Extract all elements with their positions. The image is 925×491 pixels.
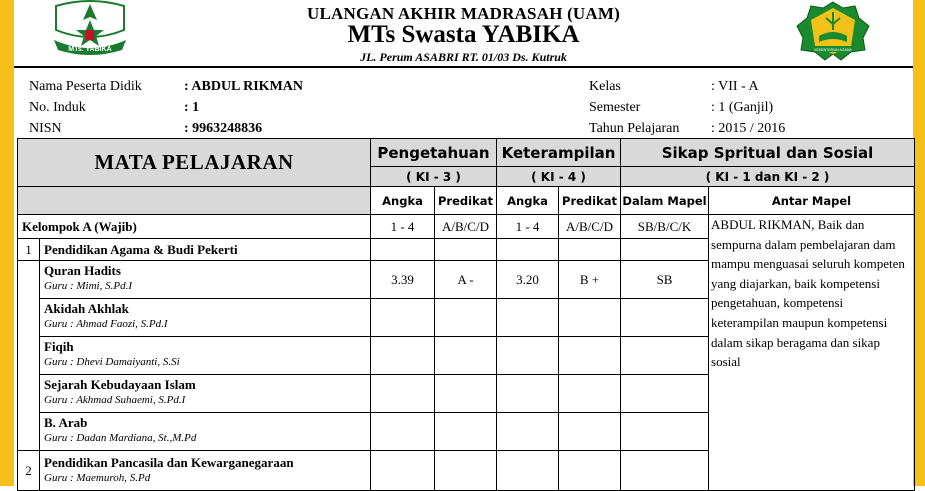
label-kelas: Kelas — [589, 79, 621, 94]
label-nisn: NISN — [29, 121, 62, 136]
ministry-logo-text: KEMENTERIAN AGAMA — [814, 48, 852, 52]
subject-cell — [40, 299, 371, 337]
grades-table — [17, 138, 915, 491]
empty-cell — [435, 239, 497, 261]
pengetahuan-header: Pengetahuan — [371, 139, 497, 167]
label-nama: Nama Peserta Didik — [29, 79, 142, 94]
subject-name: Fiqih — [44, 339, 74, 354]
col-predikat-p: Predikat — [435, 187, 497, 215]
p-angka: 3.39 — [371, 261, 435, 299]
subject-name: Sejarah Kebudayaan Islam — [44, 377, 196, 392]
empty-cell — [371, 337, 435, 375]
value-nama: : ABDUL RIKMAN — [184, 79, 304, 94]
subject-teacher: Guru : Mimi, S.Pd.I — [44, 280, 132, 292]
col-angka-k: Angka — [497, 187, 559, 215]
sikap-value: SB — [621, 261, 709, 299]
empty-cell — [435, 337, 497, 375]
value-nisn: : 9963248836 — [184, 121, 263, 136]
empty-cell — [497, 299, 559, 337]
col-angka-p: Angka — [371, 187, 435, 215]
col-antar-mapel: Antar Mapel — [709, 187, 915, 215]
subject-cell — [40, 451, 371, 491]
left-border-stripe — [0, 0, 14, 486]
range-angka-k: 1 - 4 — [497, 215, 559, 239]
subject-cell — [40, 413, 371, 451]
empty-cell — [371, 375, 435, 413]
empty-cell — [559, 299, 621, 337]
k-predikat: B + — [559, 261, 621, 299]
empty-cell — [621, 375, 709, 413]
empty-cell — [497, 239, 559, 261]
subject-cell — [40, 337, 371, 375]
value-semester: : 1 (Ganjil) — [711, 100, 774, 115]
mapel-header: MATA PELAJARAN — [94, 150, 294, 174]
value-induk: : 1 — [184, 100, 200, 115]
empty-cell — [497, 337, 559, 375]
section-title: Pendidikan Agama & Budi Pekerti — [40, 239, 371, 261]
subject-cell — [40, 375, 371, 413]
school-address: JL. Perum ASABRI RT. 01/03 Ds. Kutruk — [360, 50, 567, 64]
report-header — [14, 0, 913, 68]
range-angka-p: 1 - 4 — [371, 215, 435, 239]
value-kelas: : VII - A — [711, 79, 759, 94]
empty-cell — [435, 299, 497, 337]
k-angka: 3.20 — [497, 261, 559, 299]
empty-cell — [497, 375, 559, 413]
school-logo-text: MTs. YABIKA — [68, 46, 112, 53]
school-name: MTs Swasta YABIKA — [347, 21, 580, 48]
label-tahun: Tahun Pelajaran — [589, 121, 680, 136]
subject-name: Quran Hadits — [44, 263, 121, 278]
col-predikat-k: Predikat — [559, 187, 621, 215]
empty-cell — [371, 239, 435, 261]
empty-cell — [497, 451, 559, 491]
section-number: 1 — [18, 239, 40, 261]
label-induk: No. Induk — [29, 100, 86, 115]
value-tahun: : 2015 / 2016 — [711, 121, 786, 136]
col-dalam-mapel: Dalam Mapel — [621, 187, 709, 215]
empty-cell — [371, 413, 435, 451]
subject-teacher: Guru : Ahmad Faozi, S.Pd.I — [44, 318, 168, 330]
sikap-ki: ( KI - 1 dan KI - 2 ) — [621, 167, 915, 187]
empty-cell — [559, 451, 621, 491]
exam-title: ULANGAN AKHIR MADRASAH (UAM) — [306, 4, 620, 23]
empty-cell — [435, 413, 497, 451]
empty-cell — [621, 337, 709, 375]
empty-cell — [371, 451, 435, 491]
range-sikap: SB/B/C/K — [621, 215, 709, 239]
empty-cell — [621, 239, 709, 261]
empty-cell — [621, 451, 709, 491]
subject-cell — [40, 261, 371, 299]
empty-cell — [497, 413, 559, 451]
empty-cell — [435, 375, 497, 413]
group-a-label: Kelompok A (Wajib) — [18, 215, 371, 239]
range-predikat-k: A/B/C/D — [559, 215, 621, 239]
sikap-header: Sikap Spritual dan Sosial — [621, 139, 915, 167]
keterampilan-ki: ( KI - 4 ) — [497, 167, 621, 187]
subject-name: B. Arab — [44, 415, 88, 430]
subject-teacher: Guru : Dhevi Damaiyanti, S.Si — [44, 356, 180, 368]
empty-cell — [371, 299, 435, 337]
antar-mapel-description: ABDUL RIKMAN, Baik dan sempurna dalam pembelajaran dam mampu menguasai seluruh kompeten yang diajarkan, baik kompetensi pengetahuan, kompetensi keterampilan maupun kompetensi dalam sikap beragama dan sikap sosial — [709, 215, 915, 491]
mapel-header-blank — [18, 187, 371, 215]
empty-cell — [18, 261, 40, 451]
empty-cell — [621, 299, 709, 337]
empty-cell — [435, 451, 497, 491]
subject-teacher: Guru : Akhmad Suhaemi, S.Pd.I — [44, 394, 186, 406]
subject-name: Akidah Akhlak — [44, 301, 129, 316]
mapel-header-cell — [18, 139, 371, 187]
label-semester: Semester — [589, 100, 641, 115]
keterampilan-header: Keterampilan — [497, 139, 621, 167]
empty-cell — [559, 337, 621, 375]
section-title: Pendidikan Pancasila dan Kewarganegaraan — [44, 455, 294, 470]
range-predikat-p: A/B/C/D — [435, 215, 497, 239]
pengetahuan-ki: ( KI - 3 ) — [371, 167, 497, 187]
empty-cell — [559, 375, 621, 413]
subject-teacher: Guru : Maemuroh, S.Pd — [44, 472, 151, 484]
empty-cell — [621, 413, 709, 451]
empty-cell — [559, 413, 621, 451]
subject-teacher: Guru : Dadan Mardiana, St.,M.Pd — [44, 432, 197, 444]
section-number: 2 — [18, 451, 40, 491]
p-predikat: A - — [435, 261, 497, 299]
empty-cell — [559, 239, 621, 261]
ministry-logo-icon — [793, 0, 873, 62]
